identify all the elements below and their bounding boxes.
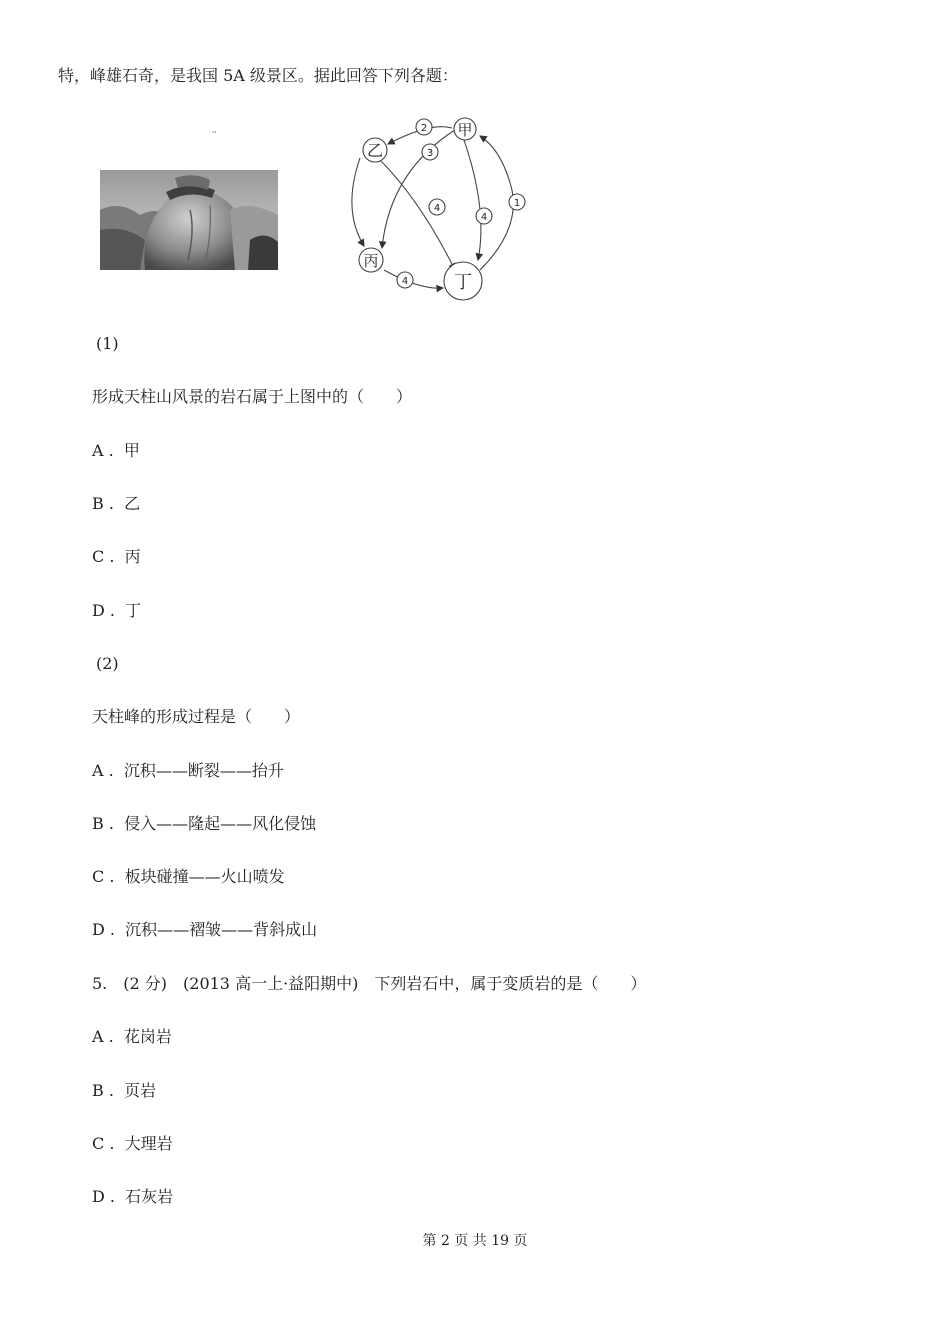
q1-option-d[interactable] [92,601,141,621]
q5-option-d[interactable] [92,1187,173,1207]
arrow-number: 4 [401,276,409,287]
option-letter: A . [92,761,114,780]
option-letter: C . [92,867,115,886]
q5-option-a[interactable] [92,1027,172,1047]
rock-cycle-diagram [340,110,540,310]
option-letter: B . [92,814,114,833]
option-text: 页岩 [124,1081,157,1100]
q2-option-d[interactable] [92,920,317,940]
node-yi: 乙 [366,141,384,160]
arrow-number: 4 [480,212,488,223]
option-letter: C . [92,547,115,566]
option-letter: C . [92,1134,115,1153]
q1-stem: 形成天柱山风景的岩石属于上图中的（ ） [92,387,413,406]
option-text: 大理岩 [124,1134,173,1153]
node-bing: 丙 [363,252,379,270]
option-text: 板块碰撞——火山喷发 [124,867,285,886]
option-text: 丁 [125,601,142,620]
node-ding: 丁 [454,272,472,293]
option-text: 乙 [124,494,141,513]
option-letter: B . [92,494,114,513]
option-letter: A . [92,1027,114,1046]
q2-stem: 天柱峰的形成过程是（ ） [92,707,301,726]
tianzhu-mountain-photo [100,170,278,270]
node-jia: 甲 [457,121,473,139]
q1-number: (1) [96,334,119,353]
arrow-number: 3 [426,148,434,159]
q5-option-c[interactable] [92,1134,173,1154]
intro-text: 特，峰雄石奇，是我国 5A 级景区。据此回答下列各题： [58,66,458,85]
page-footer: 第 2 页 共 19 页 [422,1233,528,1249]
option-letter: D . [92,601,115,620]
option-letter: B . [92,1081,114,1100]
caret-mark: ᵕ [212,126,217,140]
option-text: 丙 [124,547,141,566]
option-text: 侵入——隆起——风化侵蚀 [124,814,317,833]
option-letter: A . [92,441,114,460]
q2-option-b[interactable] [92,814,316,834]
q1-option-b[interactable] [92,494,140,514]
option-text: 甲 [123,441,140,460]
option-text: 花岗岩 [123,1027,172,1046]
q5-option-b[interactable] [92,1081,156,1101]
arrow-number: 1 [513,198,521,209]
q1-option-c[interactable] [92,547,141,567]
option-text: 沉积——断裂——抬升 [123,761,284,780]
option-text: 石灰岩 [125,1187,174,1206]
option-text: 沉积——褶皱——背斜成山 [125,920,318,939]
q2-option-a[interactable] [92,761,284,781]
q2-option-c[interactable] [92,867,285,887]
q2-number: (2) [96,654,119,673]
option-letter: D . [92,1187,115,1206]
q5-stem: 5. (2 分) (2013 高一上·益阳期中) 下列岩石中，属于变质岩的是（ ） [92,974,647,993]
q1-option-a[interactable] [92,441,140,461]
arrow-number: 4 [433,203,441,214]
arrow-number: 2 [420,123,428,134]
option-letter: D . [92,920,115,939]
